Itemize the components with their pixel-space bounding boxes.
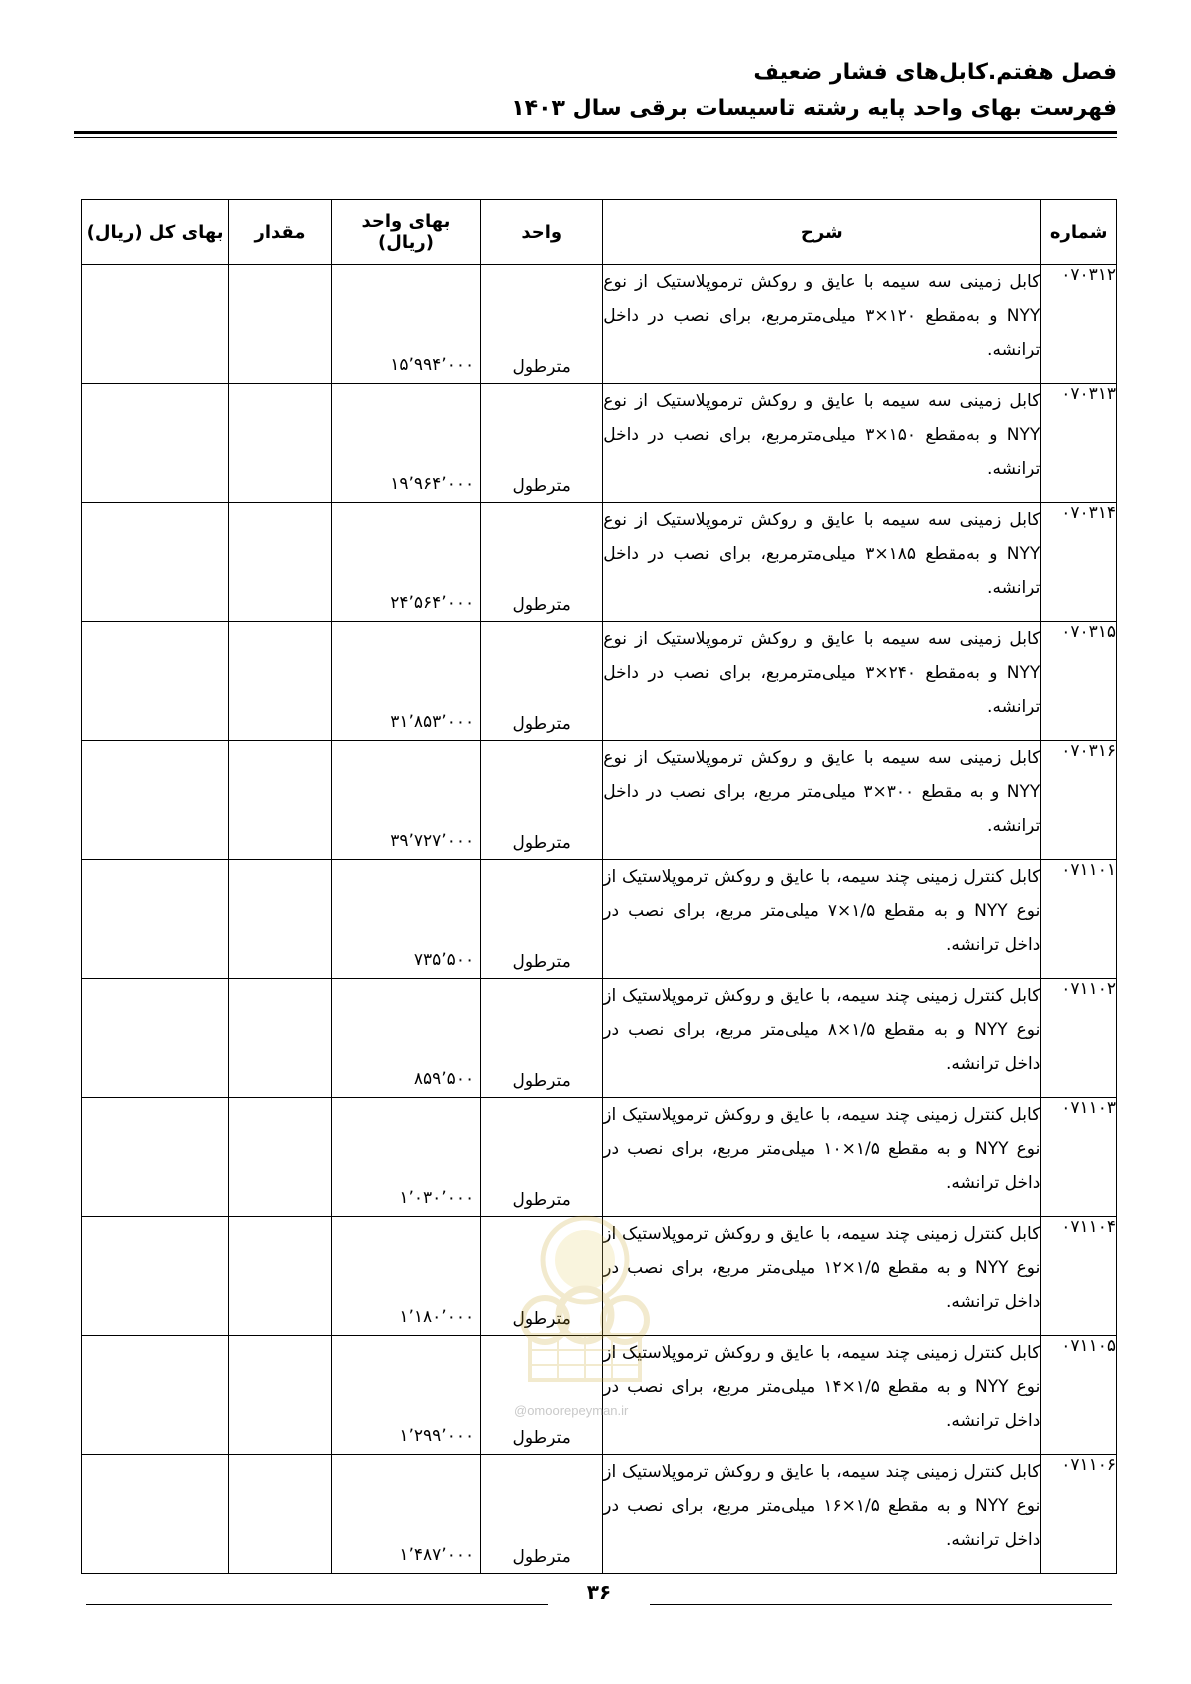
item-unit-price: ۱٬۴۸۷٬۰۰۰	[331, 1455, 480, 1574]
item-unit: مترطول	[481, 741, 603, 860]
item-quantity	[229, 741, 332, 860]
item-code: ۰۷۱۱۰۴	[1041, 1217, 1117, 1336]
item-code: ۰۷۰۳۱۴	[1041, 503, 1117, 622]
chapter-title: فصل هفتم.کابل‌های فشار ضعیف	[753, 60, 1117, 85]
item-code: ۰۷۱۱۰۵	[1041, 1336, 1117, 1455]
item-code: ۰۷۱۱۰۳	[1041, 1098, 1117, 1217]
item-unit-price: ۳۹٬۷۲۷٬۰۰۰	[331, 741, 480, 860]
item-unit: مترطول	[481, 622, 603, 741]
table-row	[82, 979, 1117, 1098]
item-description: کابل زمینی سه سیمه با عایق و روکش ترموپلاستیک از نوع NYY و به‌مقطع ۱۵۰×۳ میلی‌مترمربع، برای نصب در داخل ترانشه.	[603, 384, 1041, 503]
item-unit: مترطول	[481, 503, 603, 622]
item-description: کابل کنترل زمینی چند سیمه، با عایق و روکش ترموپلاستیک از نوع NYY و به مقطع ۱/۵×۱۶ میلی‌متر مربع، برای نصب در داخل ترانشه.	[603, 1455, 1041, 1574]
item-code: ۰۷۰۳۱۲	[1041, 265, 1117, 384]
item-description: کابل کنترل زمینی چند سیمه، با عایق و روکش ترموپلاستیک از نوع NYY و به مقطع ۱/۵×۱۰ میلی‌متر مربع، برای نصب در داخل ترانشه.	[603, 1098, 1041, 1217]
table-row	[82, 1098, 1117, 1217]
item-unit-price: ۱٬۰۳۰٬۰۰۰	[331, 1098, 480, 1217]
item-quantity	[229, 1336, 332, 1455]
page-header	[74, 55, 1117, 127]
item-description: کابل کنترل زمینی چند سیمه، با عایق و روکش ترموپلاستیک از نوع NYY و به مقطع ۱/۵×۱۴ میلی‌متر مربع، برای نصب در داخل ترانشه.	[603, 1336, 1041, 1455]
item-quantity	[229, 860, 332, 979]
price-list-table	[81, 199, 1117, 1574]
item-total-price	[82, 979, 229, 1098]
page-number: ۳۶	[586, 1580, 612, 1604]
item-total-price	[82, 622, 229, 741]
item-unit-price: ۷۳۵٬۵۰۰	[331, 860, 480, 979]
table-header-row	[82, 200, 1117, 265]
table-row	[82, 1217, 1117, 1336]
item-description: کابل زمینی سه سیمه با عایق و روکش ترموپلاستیک از نوع NYY و به‌مقطع ۱۲۰×۳ میلی‌مترمربع، برای نصب در داخل ترانشه.	[603, 265, 1041, 384]
item-unit-price: ۸۵۹٬۵۰۰	[331, 979, 480, 1098]
table-row	[82, 1455, 1117, 1574]
item-description: کابل زمینی سه سیمه با عایق و روکش ترموپلاستیک از نوع NYY و به مقطع ۳۰۰×۳ میلی‌متر مربع، برای نصب در داخل ترانشه.	[603, 741, 1041, 860]
item-unit: مترطول	[481, 384, 603, 503]
item-total-price	[82, 1336, 229, 1455]
item-code: ۰۷۱۱۰۲	[1041, 979, 1117, 1098]
item-quantity	[229, 265, 332, 384]
item-unit-price: ۱٬۱۸۰٬۰۰۰	[331, 1217, 480, 1336]
column-header-unit-price: بهای واحد (ریال)	[331, 200, 480, 265]
item-description: کابل کنترل زمینی چند سیمه، با عایق و روکش ترموپلاستیک از نوع NYY و به مقطع ۱/۵×۷ میلی‌متر مربع، برای نصب در داخل ترانشه.	[603, 860, 1041, 979]
item-description: کابل کنترل زمینی چند سیمه، با عایق و روکش ترموپلاستیک از نوع NYY و به مقطع ۱/۵×۸ میلی‌متر مربع، برای نصب در داخل ترانشه.	[603, 979, 1041, 1098]
item-total-price	[82, 265, 229, 384]
item-total-price	[82, 860, 229, 979]
item-unit: مترطول	[481, 860, 603, 979]
item-quantity	[229, 384, 332, 503]
table-row	[82, 860, 1117, 979]
item-unit-price: ۳۱٬۸۵۳٬۰۰۰	[331, 622, 480, 741]
item-unit: مترطول	[481, 1336, 603, 1455]
header-rule-thick	[74, 131, 1117, 134]
item-quantity	[229, 1455, 332, 1574]
table-row	[82, 741, 1117, 860]
item-total-price	[82, 741, 229, 860]
item-total-price	[82, 503, 229, 622]
item-description: کابل زمینی سه سیمه با عایق و روکش ترموپلاستیک از نوع NYY و به‌مقطع ۱۸۵×۳ میلی‌مترمربع، برای نصب در داخل ترانشه.	[603, 503, 1041, 622]
table-row	[82, 1336, 1117, 1455]
item-unit: مترطول	[481, 265, 603, 384]
table-row	[82, 384, 1117, 503]
watermark-text: @omoorepeyman.ir	[514, 1403, 629, 1418]
item-unit: مترطول	[481, 1217, 603, 1336]
table-row	[82, 265, 1117, 384]
item-description: کابل زمینی سه سیمه با عایق و روکش ترموپلاستیک از نوع NYY و به‌مقطع ۲۴۰×۳ میلی‌مترمربع، برای نصب در داخل ترانشه.	[603, 622, 1041, 741]
footer-rule-left	[86, 1604, 548, 1605]
item-unit-price: ۱٬۲۹۹٬۰۰۰	[331, 1336, 480, 1455]
header-rule-thin	[74, 137, 1117, 138]
item-quantity	[229, 622, 332, 741]
item-unit: مترطول	[481, 979, 603, 1098]
item-unit-price: ۱۵٬۹۹۴٬۰۰۰	[331, 265, 480, 384]
item-code: ۰۷۰۳۱۶	[1041, 741, 1117, 860]
table-row	[82, 503, 1117, 622]
item-quantity	[229, 503, 332, 622]
item-description: کابل کنترل زمینی چند سیمه، با عایق و روکش ترموپلاستیک از نوع NYY و به مقطع ۱/۵×۱۲ میلی‌متر مربع، برای نصب در داخل ترانشه.	[603, 1217, 1041, 1336]
item-code: ۰۷۰۳۱۳	[1041, 384, 1117, 503]
table-row	[82, 622, 1117, 741]
column-header-description: شرح	[603, 200, 1041, 265]
item-unit: مترطول	[481, 1455, 603, 1574]
item-unit-price: ۲۴٬۵۶۴٬۰۰۰	[331, 503, 480, 622]
item-quantity	[229, 1217, 332, 1336]
column-header-code: شماره	[1041, 200, 1117, 265]
item-unit-price: ۱۹٬۹۶۴٬۰۰۰	[331, 384, 480, 503]
item-quantity	[229, 979, 332, 1098]
footer-rule-right	[650, 1604, 1112, 1605]
item-total-price	[82, 1455, 229, 1574]
item-total-price	[82, 1217, 229, 1336]
column-header-unit: واحد	[481, 200, 603, 265]
column-header-total-price: بهای کل (ریال)	[82, 200, 229, 265]
column-header-quantity: مقدار	[229, 200, 332, 265]
item-code: ۰۷۰۳۱۵	[1041, 622, 1117, 741]
item-total-price	[82, 1098, 229, 1217]
document-title: فهرست بهای واحد پایه رشته تاسیسات برقی سال ۱۴۰۳	[511, 96, 1117, 121]
item-quantity	[229, 1098, 332, 1217]
item-unit: مترطول	[481, 1098, 603, 1217]
item-total-price	[82, 384, 229, 503]
item-code: ۰۷۱۱۰۶	[1041, 1455, 1117, 1574]
item-code: ۰۷۱۱۰۱	[1041, 860, 1117, 979]
